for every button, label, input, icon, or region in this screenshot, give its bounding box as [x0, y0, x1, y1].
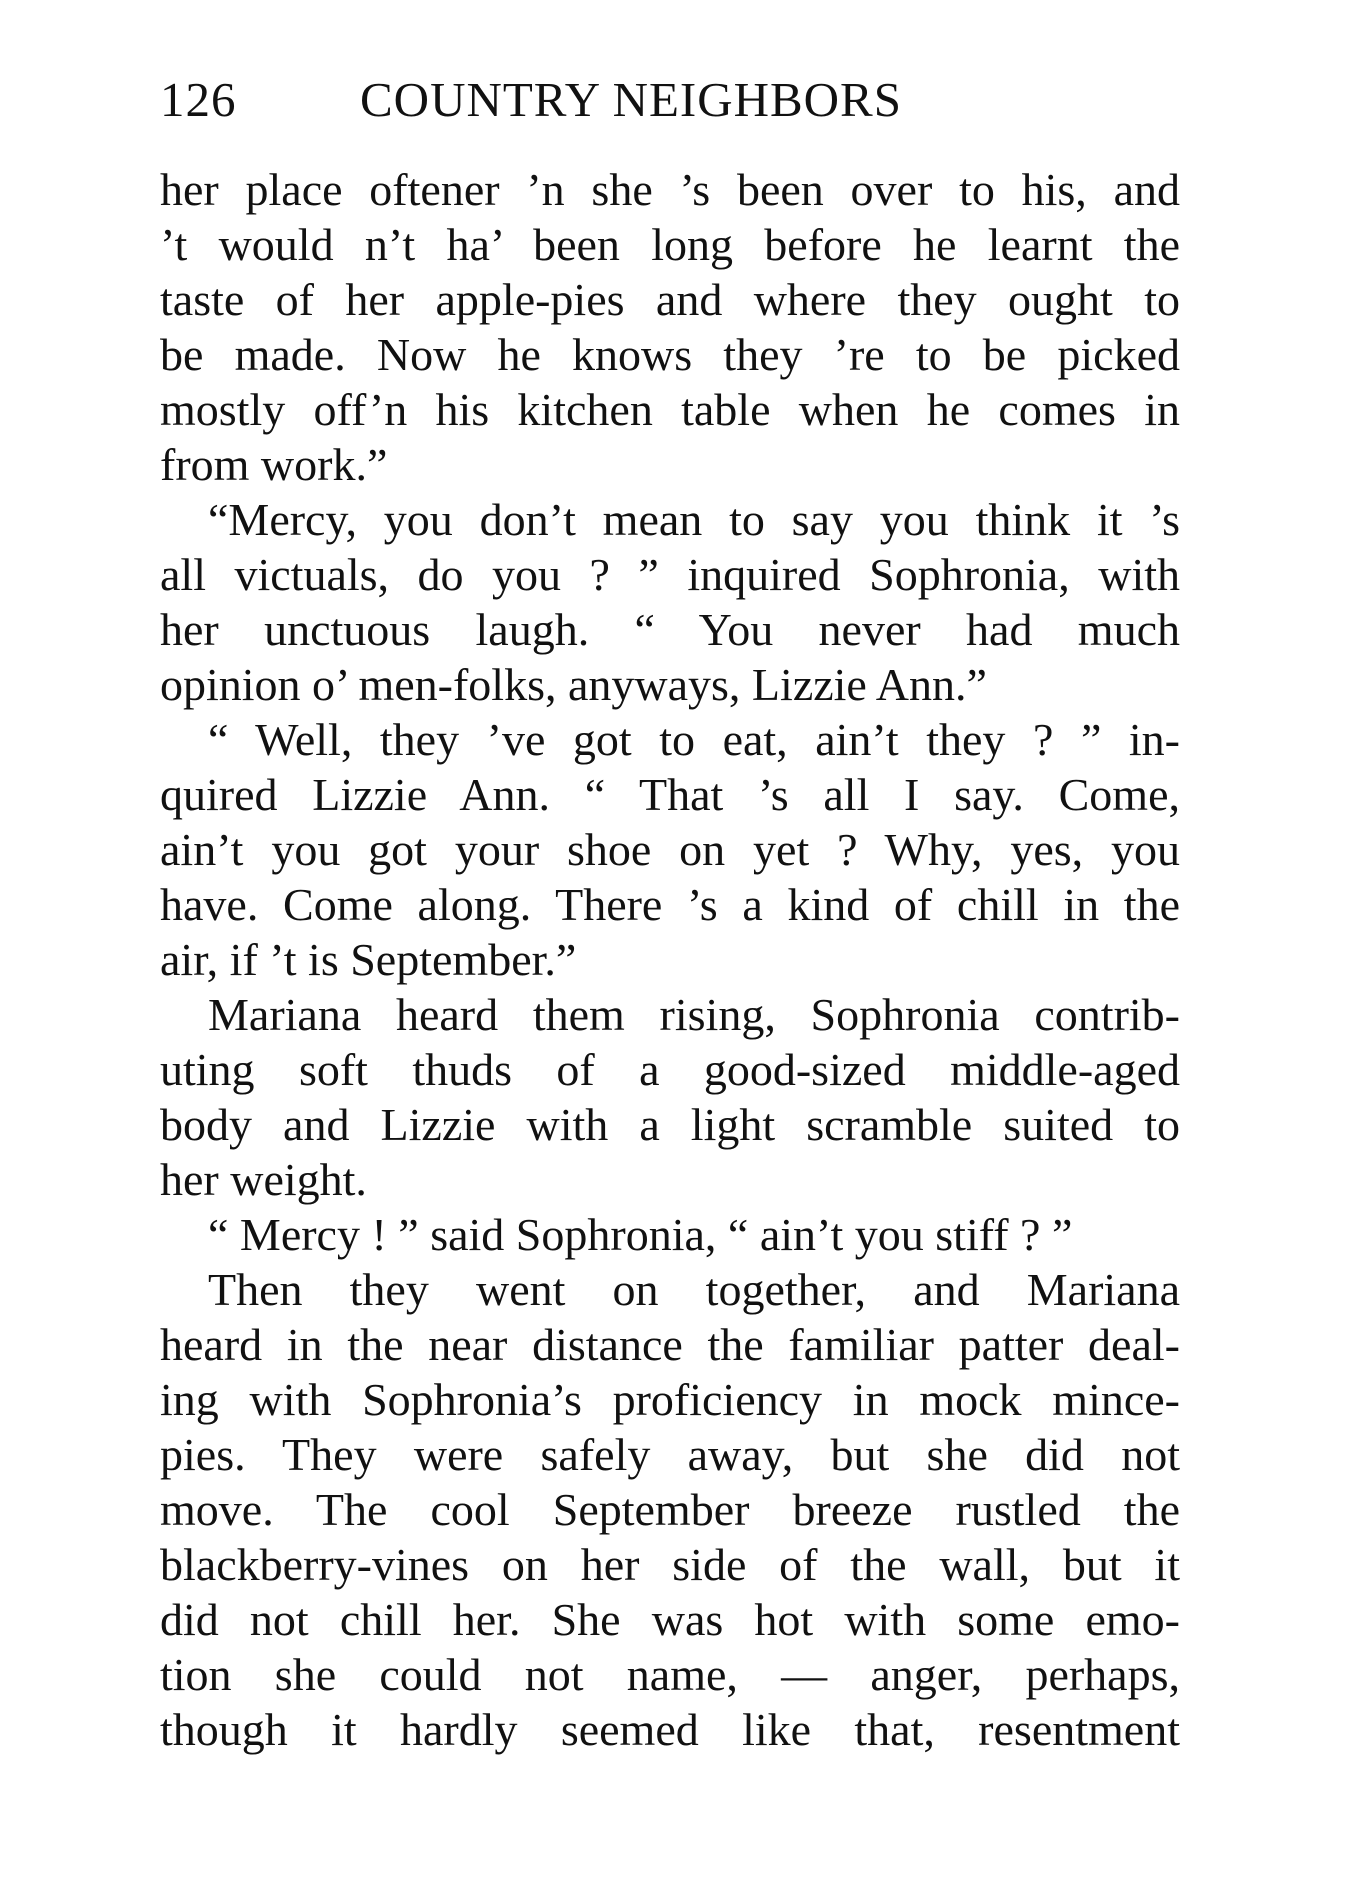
running-title: COUNTRY NEIGHBORS [360, 72, 902, 127]
text-line: taste of her apple-pies and where they ought to [160, 274, 1180, 325]
text-line: all victuals, do you ? ” inquired Sophronia, with [160, 549, 1180, 600]
text-line: her place oftener ’n she ’s been over to his, and [160, 164, 1180, 215]
text-line: heard in the near distance the familiar patter deal- [160, 1319, 1180, 1370]
body-text [160, 162, 1180, 1757]
text-line: move. The cool September breeze rustled the [160, 1484, 1180, 1535]
text-line: “ Well, they ’ve got to eat, ain’t they ? ” in- [208, 714, 1180, 765]
text-line: body and Lizzie with a light scramble suited to [160, 1099, 1180, 1150]
text-line: mostly off’n his kitchen table when he comes in [160, 384, 1180, 435]
text-line: blackberry-vines on her side of the wall, but it [160, 1539, 1180, 1590]
text-line: Then they went on together, and Mariana [208, 1264, 1180, 1315]
text-line: Mariana heard them rising, Sophronia contrib- [208, 989, 1180, 1040]
text-line: though it hardly seemed like that, resentment [160, 1704, 1180, 1755]
text-line: uting soft thuds of a good-sized middle-aged [160, 1044, 1180, 1095]
text-line: air, if ’t is September.” [160, 934, 577, 985]
text-line: her unctuous laugh. “ You never had much [160, 604, 1180, 655]
text-line: “Mercy, you don’t mean to say you think it ’s [208, 494, 1180, 545]
text-line: ’t would n’t ha’ been long before he learnt the [160, 219, 1180, 270]
text-line: “ Mercy ! ” said Sophronia, “ ain’t you stiff ? ” [208, 1209, 1073, 1260]
text-line: be made. Now he knows they ’re to be picked [160, 329, 1180, 380]
text-line: did not chill her. She was hot with some emo- [160, 1594, 1180, 1645]
text-line: from work.” [160, 439, 388, 490]
page-number: 126 [160, 72, 237, 127]
running-head [160, 70, 1180, 130]
text-line: her weight. [160, 1154, 367, 1205]
text-line: tion she could not name, — anger, perhaps, [160, 1649, 1180, 1700]
text-line: quired Lizzie Ann. “ That ’s all I say. Come, [160, 769, 1180, 820]
text-line: ing with Sophronia’s proficiency in mock mince- [160, 1374, 1180, 1425]
text-line: have. Come along. There ’s a kind of chill in the [160, 879, 1180, 930]
text-line: pies. They were safely away, but she did not [160, 1429, 1180, 1480]
text-line: opinion o’ men-folks, anyways, Lizzie Ann.” [160, 659, 987, 710]
text-line: ain’t you got your shoe on yet ? Why, yes, you [160, 824, 1180, 875]
